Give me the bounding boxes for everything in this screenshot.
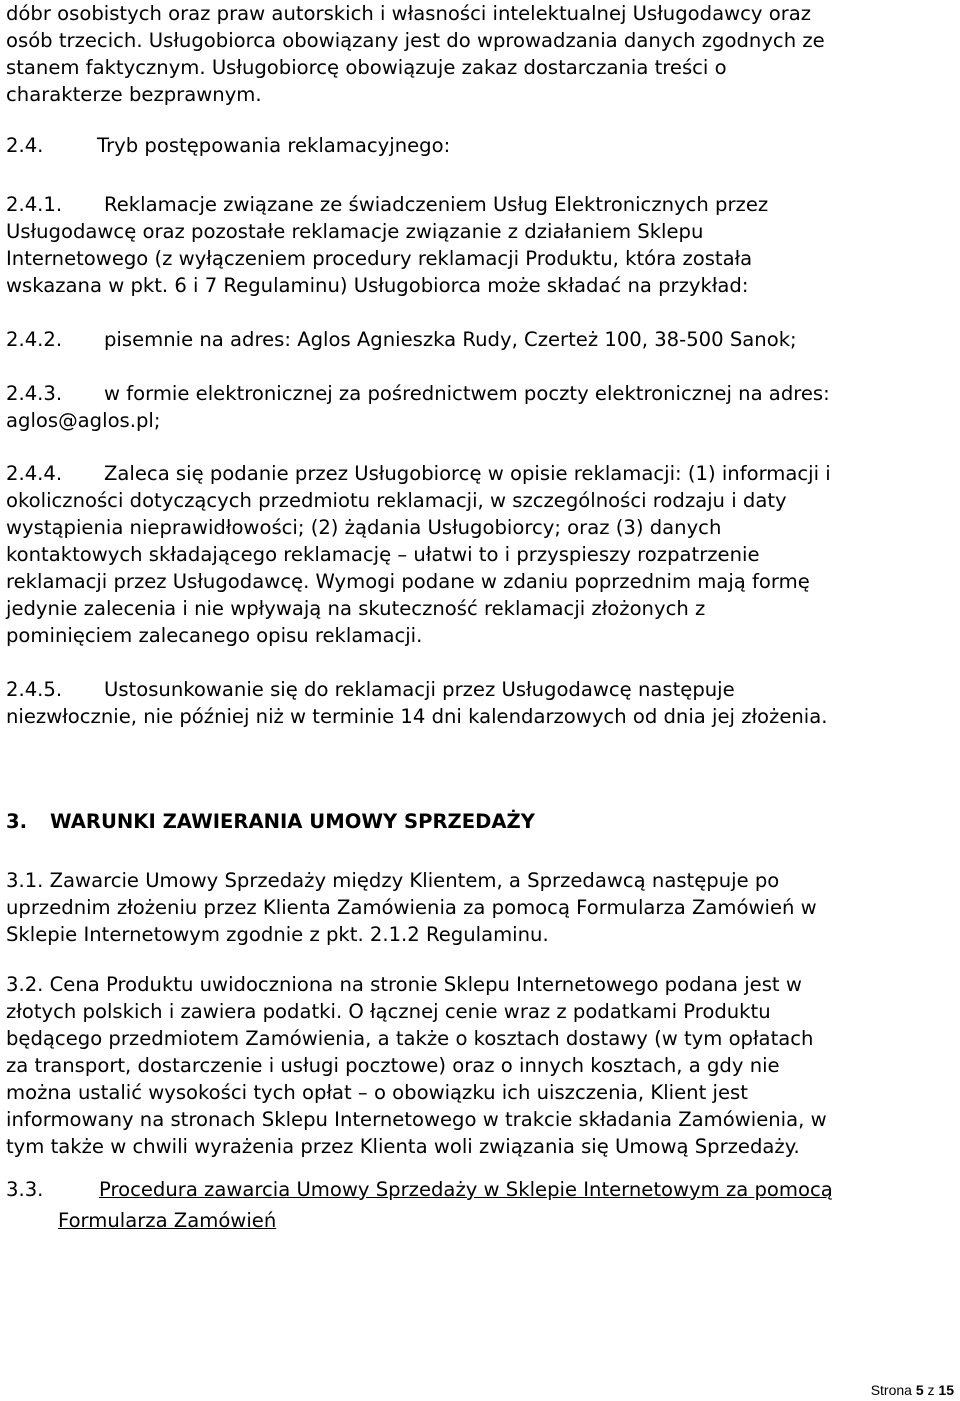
paragraph-line: stanem faktycznym. Usługobiorcę obowiązuje zakaz dostarczania treści o (6, 56, 727, 79)
section-number: 3.3. (6, 1178, 44, 1201)
paragraph-line: Usługodawcę oraz pozostałe reklamacje związanie z działaniem Sklepu (6, 220, 704, 243)
paragraph-line: będącego przedmiotem Zamówienia, a także o kosztach dostawy (w tym opłatach (6, 1027, 814, 1050)
paragraph-line: złotych polskich i zawiera podatki. O łącznej cenie wraz z podatkami Produktu (6, 1000, 771, 1023)
paragraph-text: w formie elektronicznej za pośrednictwem poczty elektronicznej na adres: (104, 382, 830, 405)
paragraph-line: za transport, dostarczenie i usługi pocztowe) oraz o innych kosztach, a gdy nie (6, 1054, 780, 1077)
paragraph-line: wskazana w pkt. 6 i 7 Regulaminu) Usługobiorca może składać na przykład: (6, 274, 749, 297)
section-number: 2.4.4. (6, 462, 63, 485)
footer-of: z (927, 1382, 935, 1398)
section-2-4-4-line (6, 460, 831, 487)
section-title-part: Formularza Zamówień (58, 1209, 277, 1232)
page-footer (871, 1382, 954, 1398)
paragraph-line: dóbr osobistych oraz praw autorskich i własności intelektualnej Usługodawcy oraz (6, 2, 812, 25)
section-title-continued (58, 1207, 276, 1234)
paragraph-line: wystąpienia nieprawidłowości; (2) żądania Usługobiorcy; oraz (3) danych (6, 516, 722, 539)
paragraph-line: Sklepie Internetowym zgodnie z pkt. 2.1.2 Regulaminu. (6, 923, 549, 946)
section-3-heading (6, 808, 535, 835)
paragraph-line: niezwłocznie, nie później niż w terminie 14 dni kalendarzowych od dnia jej złożenia. (6, 705, 828, 728)
paragraph-line: Internetowego (z wyłączeniem procedury reklamacji Produktu, która została (6, 247, 753, 270)
paragraph-line: osób trzecich. Usługobiorca obowiązany jest do wprowadzania danych zgodnych ze (6, 29, 825, 52)
total-page-number: 15 (938, 1382, 954, 1398)
paragraph-text: Reklamacje związane ze świadczeniem Usług Elektronicznych przez (104, 193, 769, 216)
section-number: 2.4.5. (6, 678, 63, 701)
paragraph-line: okoliczności dotyczących przedmiotu reklamacji, w szczególności rodzaju i daty (6, 489, 787, 512)
section-number: 2.4.1. (6, 193, 63, 216)
paragraph-line: uprzednim złożeniu przez Klienta Zamówienia za pomocą Formularza Zamówień w (6, 896, 817, 919)
section-3-3-heading (6, 1176, 833, 1203)
paragraph-line: kontaktowych składającego reklamację – ułatwi to i przyspieszy rozpatrzenie (6, 543, 760, 566)
paragraph-line: charakterze bezprawnym. (6, 83, 262, 106)
section-2-4-2-line (6, 326, 797, 353)
email-address: aglos@aglos.pl; (6, 409, 161, 432)
paragraph-line: tym także w chwili wyrażenia przez Klienta woli związania się Umową Sprzedaży. (6, 1135, 800, 1158)
section-number: 2.4.2. (6, 328, 63, 351)
section-2-4-5-line (6, 676, 735, 703)
current-page-number: 5 (915, 1382, 924, 1398)
section-title: Tryb postępowania reklamacyjnego: (97, 134, 451, 157)
paragraph-line: pominięciem zalecanego opisu reklamacji. (6, 624, 423, 647)
paragraph-text: pisemnie na adres: Aglos Agnieszka Rudy, Czerteż 100, 38-500 Sanok; (104, 328, 797, 351)
section-2-4-3-line (6, 380, 830, 407)
section-2-4-heading (6, 132, 450, 159)
section-title: Procedura zawarcia Umowy Sprzedaży w Sklepie Internetowym za pomocą (99, 1178, 833, 1201)
paragraph-line: jedynie zalecenia i nie wpływają na skuteczność reklamacji złożonych z (6, 597, 706, 620)
paragraph-text: Ustosunkowanie się do reklamacji przez Usługodawcę następuje (104, 678, 735, 701)
section-number: 3. (6, 810, 28, 833)
section-number: 2.4. (6, 134, 44, 157)
section-3-2-line: 3.2. Cena Produktu uwidoczniona na stronie Sklepu Internetowego podana jest w (6, 973, 802, 996)
section-number: 2.4.3. (6, 382, 63, 405)
footer-label: Strona (870, 1382, 912, 1398)
section-2-4-1-line (6, 191, 768, 218)
section-3-1-line: 3.1. Zawarcie Umowy Sprzedaży między Klientem, a Sprzedawcą następuje po (6, 869, 780, 892)
paragraph-text: Zaleca się podanie przez Usługobiorcę w opisie reklamacji: (1) informacji i (104, 462, 831, 485)
paragraph-line: reklamacji przez Usługodawcę. Wymogi podane w zdaniu poprzednim mają formę (6, 570, 810, 593)
paragraph-line: można ustalić wysokości tych opłat – o obowiązku ich uiszczenia, Klient jest (6, 1081, 748, 1104)
section-title: WARUNKI ZAWIERANIA UMOWY SPRZEDAŻY (50, 810, 535, 833)
paragraph-line: informowany na stronach Sklepu Internetowego w trakcie składania Zamówienia, w (6, 1108, 827, 1131)
